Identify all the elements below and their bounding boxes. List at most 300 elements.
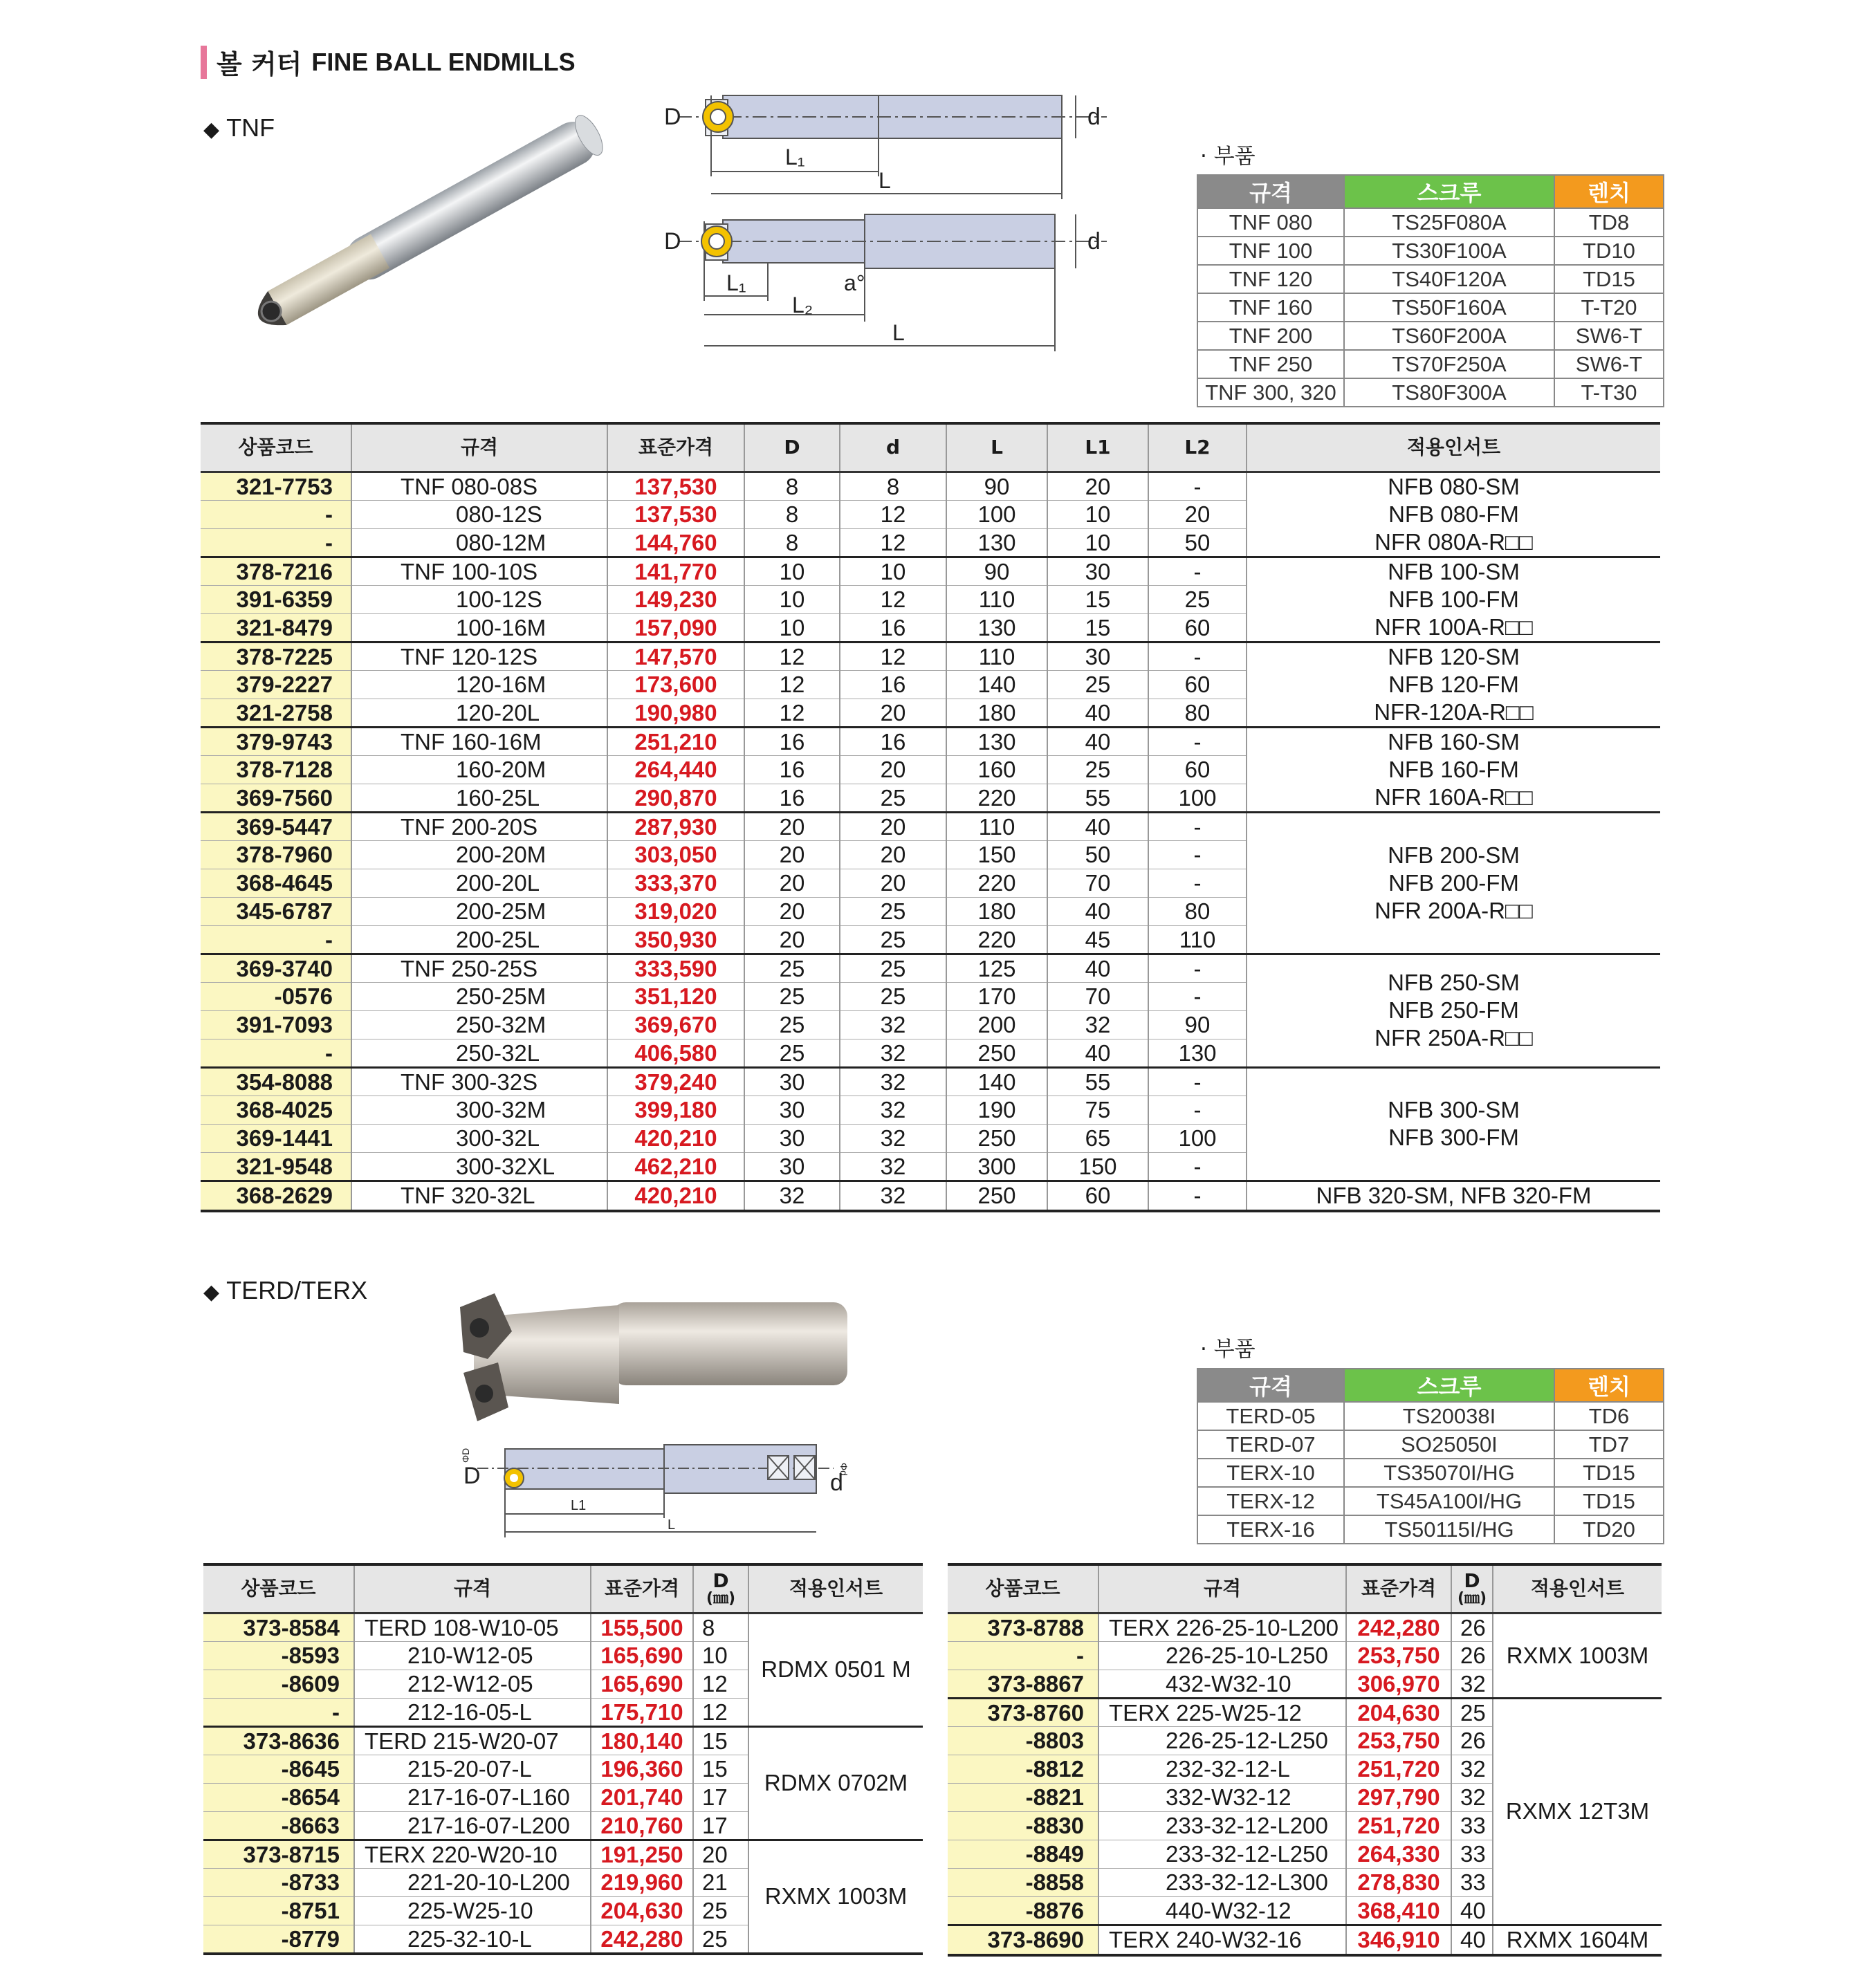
insert-text: NFB 080-SM NFB 080-FM NFR 080A-R□□ bbox=[1374, 473, 1533, 555]
spec: 120-20L bbox=[351, 699, 607, 727]
parts-header-spec: 규격 bbox=[1197, 1369, 1344, 1402]
product-code: -8751 bbox=[203, 1896, 354, 1925]
parts-row bbox=[1197, 237, 1664, 265]
header-col-insert: 적용인서트 bbox=[748, 1564, 923, 1613]
dim-L2: 50 bbox=[1148, 528, 1247, 557]
spec: 221-20-10-L200 bbox=[354, 1868, 591, 1896]
insert-text: NFB 320-SM, NFB 320-FM bbox=[1316, 1182, 1592, 1208]
dim-L2: 110 bbox=[1148, 925, 1247, 954]
spec: 210-W12-05 bbox=[354, 1641, 591, 1670]
spec: 232-32-12-L bbox=[1098, 1755, 1346, 1783]
dim-L: 110 bbox=[946, 642, 1047, 670]
insert-text: NFB 120-SM NFB 120-FM NFR-120A-R□□ bbox=[1374, 643, 1534, 725]
dim-D: 32 bbox=[744, 1181, 840, 1211]
header-col-insert: 적용인서트 bbox=[1493, 1564, 1662, 1613]
dim-L1: 40 bbox=[1047, 812, 1148, 840]
product-code: -8593 bbox=[203, 1641, 354, 1670]
diamond-icon: ◆ bbox=[203, 1281, 220, 1304]
price: 379,240 bbox=[607, 1067, 744, 1096]
parts-wrench: TD20 bbox=[1554, 1515, 1664, 1544]
parts-row bbox=[1197, 1402, 1664, 1430]
parts-spec: TNF 300, 320 bbox=[1197, 378, 1344, 407]
parts-wrench: SW6-T bbox=[1554, 322, 1664, 350]
insert-cell bbox=[1247, 557, 1660, 642]
price: 219,960 bbox=[591, 1868, 693, 1896]
dim-D: 33 bbox=[1451, 1868, 1493, 1896]
parts-spec: TERX-12 bbox=[1197, 1487, 1344, 1515]
spec: 217-16-07-L200 bbox=[354, 1811, 591, 1840]
diamond-icon: ◆ bbox=[203, 118, 220, 141]
dim-d: 10 bbox=[840, 557, 946, 585]
price: 420,210 bbox=[607, 1181, 744, 1211]
spec: TNF 080-08S bbox=[351, 472, 607, 500]
dim-L2: - bbox=[1148, 1067, 1247, 1096]
dim-D: 12 bbox=[693, 1698, 748, 1726]
spec: 332-W32-12 bbox=[1098, 1783, 1346, 1811]
parts-screw: TS80F300A bbox=[1344, 378, 1554, 407]
dim-d: 25 bbox=[840, 897, 946, 925]
spec: 233-32-12-L250 bbox=[1098, 1840, 1346, 1868]
price: 251,720 bbox=[1346, 1755, 1451, 1783]
dim-D: 25 bbox=[744, 982, 840, 1010]
table-row bbox=[201, 642, 1660, 670]
dim-L: 300 bbox=[946, 1152, 1047, 1181]
spec: TNF 160-16M bbox=[351, 727, 607, 755]
parts-screw: TS30F100A bbox=[1344, 237, 1554, 265]
parts-screw: TS40F120A bbox=[1344, 265, 1554, 293]
dim-D: 10 bbox=[744, 557, 840, 585]
dim-D: 21 bbox=[693, 1868, 748, 1896]
parts-wrench: TD7 bbox=[1554, 1430, 1664, 1459]
dim-D: 8 bbox=[693, 1613, 748, 1641]
dim-L2: 90 bbox=[1148, 1010, 1247, 1039]
dim-L1-terd: L1 bbox=[571, 1498, 587, 1513]
parts-header-spec: 규격 bbox=[1197, 175, 1344, 208]
price: 191,250 bbox=[591, 1840, 693, 1868]
parts-row bbox=[1197, 1487, 1664, 1515]
spec: 225-W25-10 bbox=[354, 1896, 591, 1925]
product-code: 373-8584 bbox=[203, 1613, 354, 1641]
dim-d: 20 bbox=[840, 699, 946, 727]
product-code: 378-7128 bbox=[201, 755, 351, 784]
spec: 080-12S bbox=[351, 500, 607, 528]
terd-heading bbox=[203, 1276, 367, 1305]
insert-cell bbox=[1493, 1925, 1662, 1955]
dim-D: 30 bbox=[744, 1124, 840, 1152]
table-row bbox=[201, 1067, 1660, 1096]
price: 333,590 bbox=[607, 954, 744, 982]
dim-D-terd: D bbox=[463, 1463, 481, 1489]
spec: TERX 240-W32-16 bbox=[1098, 1925, 1346, 1955]
dim-D: 40 bbox=[1451, 1925, 1493, 1955]
insert-cell bbox=[1247, 954, 1660, 1067]
dim-L2: 60 bbox=[1148, 670, 1247, 699]
dim-L: 180 bbox=[946, 897, 1047, 925]
dim-d: 32 bbox=[840, 1124, 946, 1152]
dim-D: 30 bbox=[744, 1096, 840, 1124]
product-code: 321-7753 bbox=[201, 472, 351, 500]
product-code: 368-4645 bbox=[201, 869, 351, 897]
dim-L1: 55 bbox=[1047, 1067, 1148, 1096]
header-col-code: 상품코드 bbox=[948, 1564, 1098, 1613]
insert-text: RXMX 1003M bbox=[1506, 1642, 1649, 1668]
dim-L: 90 bbox=[946, 472, 1047, 500]
terd-parts-table bbox=[1197, 1368, 1664, 1544]
price: 180,140 bbox=[591, 1726, 693, 1755]
spec: TNF 300-32S bbox=[351, 1067, 607, 1096]
parts-screw: TS45A100I/HG bbox=[1344, 1487, 1554, 1515]
dim-L: 250 bbox=[946, 1124, 1047, 1152]
parts-row bbox=[1197, 378, 1664, 407]
dim-L1: 30 bbox=[1047, 642, 1148, 670]
tnf-spec-table bbox=[201, 422, 1660, 1212]
spec: TERX 225-W25-12 bbox=[1098, 1698, 1346, 1726]
spec: 250-32M bbox=[351, 1010, 607, 1039]
product-code: - bbox=[201, 925, 351, 954]
spec: 217-16-07-L160 bbox=[354, 1783, 591, 1811]
dim-d: 20 bbox=[840, 840, 946, 869]
spec: 300-32XL bbox=[351, 1152, 607, 1181]
dim-L1: 15 bbox=[1047, 613, 1148, 642]
table-row bbox=[201, 727, 1660, 755]
dim-L1: 40 bbox=[1047, 1039, 1148, 1067]
insert-text: NFB 100-SM NFB 100-FM NFR 100A-R□□ bbox=[1374, 558, 1533, 640]
insert-text: NFB 160-SM NFB 160-FM NFR 160A-R□□ bbox=[1374, 728, 1533, 810]
product-code: -8733 bbox=[203, 1868, 354, 1896]
price: 303,050 bbox=[607, 840, 744, 869]
price: 306,970 bbox=[1346, 1670, 1451, 1698]
spec: 120-16M bbox=[351, 670, 607, 699]
spec: TERD 108-W10-05 bbox=[354, 1613, 591, 1641]
price: 201,740 bbox=[591, 1783, 693, 1811]
dim-phid-terd: Φd bbox=[838, 1463, 849, 1476]
dim-D: 25 bbox=[1451, 1698, 1493, 1726]
dim-L2: 130 bbox=[1148, 1039, 1247, 1067]
parts-wrench: TD10 bbox=[1554, 237, 1664, 265]
parts-header-wrench: 렌치 bbox=[1554, 1369, 1664, 1402]
price: 297,790 bbox=[1346, 1783, 1451, 1811]
dim-L2: - bbox=[1148, 1096, 1247, 1124]
spec: TERX 226-25-10-L200 bbox=[1098, 1613, 1346, 1641]
dim-D: 25 bbox=[744, 1039, 840, 1067]
spec: 215-20-07-L bbox=[354, 1755, 591, 1783]
spec: 233-32-12-L200 bbox=[1098, 1811, 1346, 1840]
dim-L: 140 bbox=[946, 1067, 1047, 1096]
dim-d: 32 bbox=[840, 1039, 946, 1067]
price: 175,710 bbox=[591, 1698, 693, 1726]
parts-wrench: TD15 bbox=[1554, 1459, 1664, 1487]
dim-L: 220 bbox=[946, 784, 1047, 812]
dim-D: 16 bbox=[744, 727, 840, 755]
price: 350,930 bbox=[607, 925, 744, 954]
product-code: -8849 bbox=[948, 1840, 1098, 1868]
spec: 250-25M bbox=[351, 982, 607, 1010]
price: 242,280 bbox=[1346, 1613, 1451, 1641]
product-code: 373-8760 bbox=[948, 1698, 1098, 1726]
dim-L2: 100 bbox=[1148, 784, 1247, 812]
spec: 100-16M bbox=[351, 613, 607, 642]
product-code: -8803 bbox=[948, 1726, 1098, 1755]
header-col-price: 표준가격 bbox=[607, 423, 744, 472]
product-code: -8876 bbox=[948, 1896, 1098, 1925]
price: 287,930 bbox=[607, 812, 744, 840]
dim-d: 12 bbox=[840, 585, 946, 613]
spec: 212-W12-05 bbox=[354, 1670, 591, 1698]
insert-text: NFB 200-SM NFB 200-FM NFR 200A-R□□ bbox=[1374, 842, 1533, 923]
parts-row bbox=[1197, 1430, 1664, 1459]
dim-L2: - bbox=[1148, 727, 1247, 755]
table-row bbox=[948, 1698, 1662, 1726]
dim-L1: 65 bbox=[1047, 1124, 1148, 1152]
spec: 080-12M bbox=[351, 528, 607, 557]
dim-D-1: D bbox=[664, 104, 681, 130]
dim-L1: 15 bbox=[1047, 585, 1148, 613]
dim-L1: 150 bbox=[1047, 1152, 1148, 1181]
header-col-price: 표준가격 bbox=[591, 1564, 693, 1613]
dim-L-terd: L bbox=[668, 1517, 676, 1533]
dim-phiD-terd: ΦD bbox=[460, 1448, 471, 1463]
header-col-insert: 적용인서트 bbox=[1247, 423, 1660, 472]
spec: TNF 120-12S bbox=[351, 642, 607, 670]
price: 253,750 bbox=[1346, 1641, 1451, 1670]
dim-L: 130 bbox=[946, 528, 1047, 557]
table-row bbox=[203, 1840, 923, 1868]
dim-L1: 50 bbox=[1047, 840, 1148, 869]
dim-L1: 60 bbox=[1047, 1181, 1148, 1211]
price: 165,690 bbox=[591, 1670, 693, 1698]
parts-spec: TNF 160 bbox=[1197, 293, 1344, 322]
dim-L1: 40 bbox=[1047, 897, 1148, 925]
price: 462,210 bbox=[607, 1152, 744, 1181]
table-row bbox=[201, 812, 1660, 840]
product-code: 373-8867 bbox=[948, 1670, 1098, 1698]
header-col-spec: 규격 bbox=[354, 1564, 591, 1613]
price: 264,440 bbox=[607, 755, 744, 784]
terd-spec-table-right bbox=[948, 1563, 1662, 1957]
price: 319,020 bbox=[607, 897, 744, 925]
dim-D: 20 bbox=[744, 869, 840, 897]
spec: TERX 220-W20-10 bbox=[354, 1840, 591, 1868]
dim-L1: 70 bbox=[1047, 982, 1148, 1010]
price: 137,530 bbox=[607, 472, 744, 500]
price: 173,600 bbox=[607, 670, 744, 699]
dim-D: 30 bbox=[744, 1152, 840, 1181]
price: 147,570 bbox=[607, 642, 744, 670]
dim-L1: 55 bbox=[1047, 784, 1148, 812]
spec: 233-32-12-L300 bbox=[1098, 1868, 1346, 1896]
terd-product-photo bbox=[446, 1290, 854, 1428]
dim-L: 150 bbox=[946, 840, 1047, 869]
terd-parts-label: · 부품 bbox=[1200, 1337, 1256, 1362]
title-accent-bar bbox=[201, 46, 207, 79]
parts-row bbox=[1197, 265, 1664, 293]
product-code: 378-7960 bbox=[201, 840, 351, 869]
dim-D: 15 bbox=[693, 1755, 748, 1783]
insert-text: RXMX 1604M bbox=[1506, 1926, 1649, 1952]
spec: TERD 215-W20-07 bbox=[354, 1726, 591, 1755]
insert-cell bbox=[748, 1840, 923, 1954]
price: 157,090 bbox=[607, 613, 744, 642]
parts-row bbox=[1197, 322, 1664, 350]
dim-L1: 40 bbox=[1047, 727, 1148, 755]
header-D-label: D bbox=[1464, 1569, 1480, 1593]
dim-L1: 30 bbox=[1047, 557, 1148, 585]
product-code: -0576 bbox=[201, 982, 351, 1010]
header-col-spec: 규격 bbox=[1098, 1564, 1346, 1613]
dim-d: 25 bbox=[840, 954, 946, 982]
product-code: 391-7093 bbox=[201, 1010, 351, 1039]
price: 399,180 bbox=[607, 1096, 744, 1124]
product-code: 354-8088 bbox=[201, 1067, 351, 1096]
dim-L2: 80 bbox=[1148, 699, 1247, 727]
dim-L2: - bbox=[1148, 1152, 1247, 1181]
terd-tech-drawing bbox=[457, 1435, 849, 1539]
parts-screw: TS70F250A bbox=[1344, 350, 1554, 378]
dim-L-1: L bbox=[879, 168, 891, 193]
insert-cell bbox=[1247, 1067, 1660, 1181]
price: 190,980 bbox=[607, 699, 744, 727]
dim-D: 20 bbox=[693, 1840, 748, 1868]
parts-header-screw: 스크루 bbox=[1344, 1369, 1554, 1402]
header-col-code: 상품코드 bbox=[203, 1564, 354, 1613]
dim-D: 20 bbox=[744, 897, 840, 925]
terd-heading-text: TERD/TERX bbox=[226, 1276, 368, 1304]
dim-D: 10 bbox=[744, 585, 840, 613]
dim-L: 220 bbox=[946, 925, 1047, 954]
parts-screw: TS25F080A bbox=[1344, 208, 1554, 237]
product-code: -8830 bbox=[948, 1811, 1098, 1840]
parts-spec: TNF 080 bbox=[1197, 208, 1344, 237]
dim-D: 33 bbox=[1451, 1811, 1493, 1840]
price: 406,580 bbox=[607, 1039, 744, 1067]
product-code: - bbox=[948, 1641, 1098, 1670]
table-row bbox=[201, 472, 1660, 500]
dim-D: 10 bbox=[693, 1641, 748, 1670]
dim-D: 33 bbox=[1451, 1840, 1493, 1868]
dim-L2: - bbox=[1148, 1181, 1247, 1211]
dim-L1: 70 bbox=[1047, 869, 1148, 897]
dim-L: 100 bbox=[946, 500, 1047, 528]
product-code: 378-7225 bbox=[201, 642, 351, 670]
dim-D: 25 bbox=[693, 1896, 748, 1925]
spec: TNF 250-25S bbox=[351, 954, 607, 982]
dim-L2: 80 bbox=[1148, 897, 1247, 925]
price: 420,210 bbox=[607, 1124, 744, 1152]
price: 141,770 bbox=[607, 557, 744, 585]
dim-d: 12 bbox=[840, 528, 946, 557]
insert-text: NFB 250-SM NFB 250-FM NFR 250A-R□□ bbox=[1374, 970, 1533, 1051]
dim-L1-2: L₁ bbox=[726, 270, 746, 295]
dim-L2: - bbox=[1148, 557, 1247, 585]
product-code: - bbox=[201, 500, 351, 528]
price: 264,330 bbox=[1346, 1840, 1451, 1868]
dim-d: 25 bbox=[840, 925, 946, 954]
product-code: 368-4025 bbox=[201, 1096, 351, 1124]
header-col-L: L bbox=[946, 423, 1047, 472]
spec: 250-32L bbox=[351, 1039, 607, 1067]
dim-D-2: D bbox=[664, 228, 681, 255]
dim-L: 170 bbox=[946, 982, 1047, 1010]
parts-screw: TS50F160A bbox=[1344, 293, 1554, 322]
dim-d-2: d bbox=[1087, 228, 1101, 255]
table-row bbox=[201, 1181, 1660, 1211]
dim-L2: - bbox=[1148, 840, 1247, 869]
dim-L2: 20 bbox=[1148, 500, 1247, 528]
parts-row bbox=[1197, 350, 1664, 378]
header-col-L2: L2 bbox=[1148, 423, 1247, 472]
dim-D: 8 bbox=[744, 472, 840, 500]
dim-d: 16 bbox=[840, 727, 946, 755]
table-row bbox=[203, 1613, 923, 1641]
header-col-code: 상품코드 bbox=[201, 423, 351, 472]
price: 253,750 bbox=[1346, 1726, 1451, 1755]
spec: 440-W32-12 bbox=[1098, 1896, 1346, 1925]
product-code: -8779 bbox=[203, 1925, 354, 1954]
header-col-d: d bbox=[840, 423, 946, 472]
product-code: 369-3740 bbox=[201, 954, 351, 982]
dim-L: 250 bbox=[946, 1181, 1047, 1211]
dim-L: 125 bbox=[946, 954, 1047, 982]
spec: 200-20L bbox=[351, 869, 607, 897]
dim-L2: 100 bbox=[1148, 1124, 1247, 1152]
dim-D: 40 bbox=[1451, 1896, 1493, 1925]
insert-text: RXMX 12T3M bbox=[1505, 1798, 1650, 1824]
price: 144,760 bbox=[607, 528, 744, 557]
product-code: -8858 bbox=[948, 1868, 1098, 1896]
dim-d: 16 bbox=[840, 613, 946, 642]
dim-D: 10 bbox=[744, 613, 840, 642]
table-row bbox=[201, 557, 1660, 585]
dim-L1: 45 bbox=[1047, 925, 1148, 954]
dim-D: 26 bbox=[1451, 1726, 1493, 1755]
spec: 200-25M bbox=[351, 897, 607, 925]
dim-d: 12 bbox=[840, 642, 946, 670]
product-code: - bbox=[201, 1039, 351, 1067]
table-row bbox=[948, 1613, 1662, 1641]
dim-L2: - bbox=[1148, 982, 1247, 1010]
header-D-unit: (㎜) bbox=[706, 1590, 736, 1608]
spec: TNF 100-10S bbox=[351, 557, 607, 585]
product-code: 379-9743 bbox=[201, 727, 351, 755]
dim-D: 20 bbox=[744, 812, 840, 840]
parts-spec: TNF 100 bbox=[1197, 237, 1344, 265]
table-row bbox=[201, 954, 1660, 982]
parts-screw: TS50115I/HG bbox=[1344, 1515, 1554, 1544]
dim-L: 110 bbox=[946, 585, 1047, 613]
spec: 226-25-10-L250 bbox=[1098, 1641, 1346, 1670]
spec: TNF 200-20S bbox=[351, 812, 607, 840]
price: 204,630 bbox=[1346, 1698, 1451, 1726]
dim-D: 20 bbox=[744, 925, 840, 954]
table-row bbox=[948, 1925, 1662, 1955]
dim-D: 25 bbox=[693, 1925, 748, 1954]
dim-D: 12 bbox=[693, 1670, 748, 1698]
spec: 226-25-12-L250 bbox=[1098, 1726, 1346, 1755]
dim-D: 30 bbox=[744, 1067, 840, 1096]
dim-L: 190 bbox=[946, 1096, 1047, 1124]
dim-L1: 32 bbox=[1047, 1010, 1148, 1039]
price: 210,760 bbox=[591, 1811, 693, 1840]
price: 204,630 bbox=[591, 1896, 693, 1925]
price: 278,830 bbox=[1346, 1868, 1451, 1896]
dim-L1-1: L₁ bbox=[785, 145, 805, 169]
parts-spec: TNF 250 bbox=[1197, 350, 1344, 378]
dim-D: 32 bbox=[1451, 1783, 1493, 1811]
header-col-D: D bbox=[744, 423, 840, 472]
dim-d: 20 bbox=[840, 812, 946, 840]
spec: 160-20M bbox=[351, 755, 607, 784]
dim-L1: 75 bbox=[1047, 1096, 1148, 1124]
